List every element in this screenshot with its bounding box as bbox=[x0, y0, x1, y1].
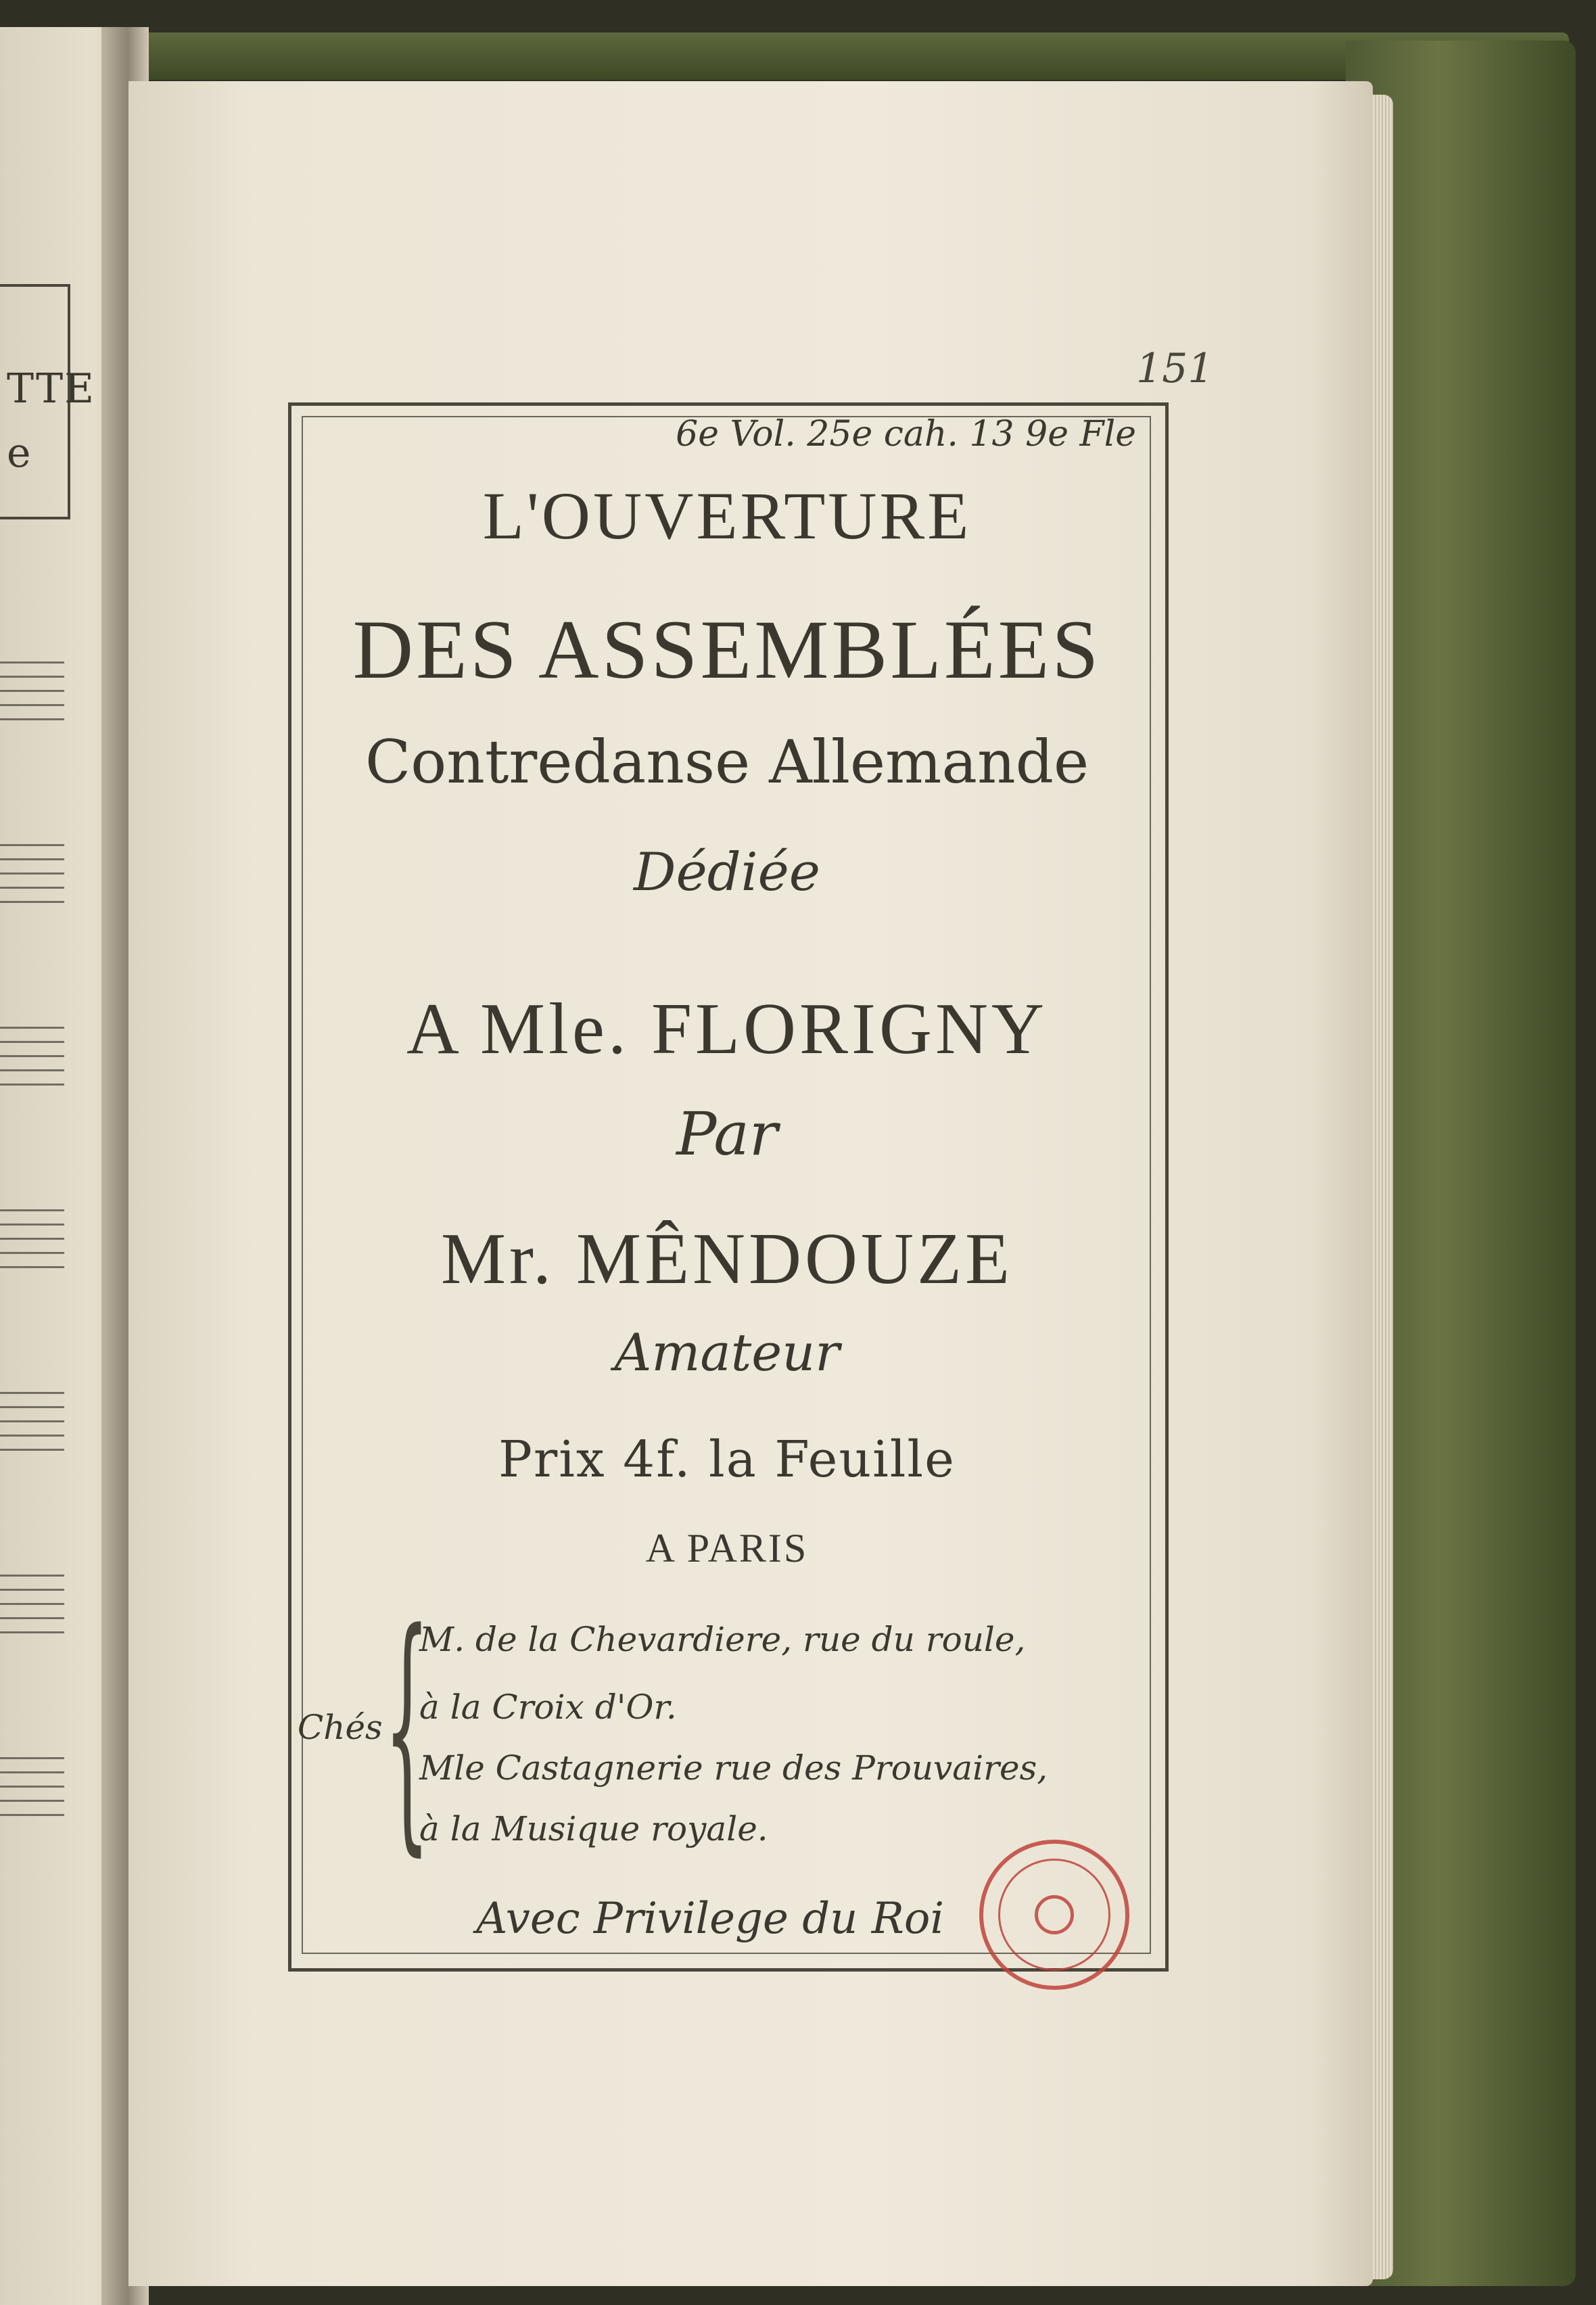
composer-role: Amateur bbox=[614, 1322, 840, 1382]
royal-privilege: Avec Privilege du Roi bbox=[476, 1894, 944, 1944]
city: A PARIS bbox=[645, 1526, 809, 1570]
sellers-label: Chés bbox=[298, 1708, 383, 1747]
music-staff bbox=[0, 1562, 64, 1644]
music-staff bbox=[0, 1745, 64, 1826]
left-page-header-top: TTE bbox=[7, 365, 95, 413]
address-line: à la Musique royale. bbox=[419, 1809, 768, 1848]
music-staff bbox=[0, 1380, 64, 1461]
left-page-header-bottom: e bbox=[7, 429, 32, 477]
library-stamp-icon bbox=[979, 1840, 1129, 1990]
music-staff bbox=[0, 832, 64, 913]
music-staff bbox=[0, 1197, 64, 1278]
dedication-label: Dédiée bbox=[634, 842, 820, 903]
address-line: M. de la Chevardiere, rue du roule, bbox=[419, 1620, 1026, 1659]
music-staff bbox=[0, 1015, 64, 1096]
title-line-2: DES ASSEMBLÉES bbox=[352, 603, 1102, 696]
stamp-center bbox=[1035, 1895, 1074, 1934]
by-label: Par bbox=[676, 1099, 778, 1169]
title-line-1: L'OUVERTURE bbox=[482, 478, 972, 553]
address-line: à la Croix d'Or. bbox=[419, 1687, 677, 1727]
shelfmark: 6e Vol. 25e cah. 13 9e Fle bbox=[676, 414, 1136, 455]
address-line: Mle Castagnerie rue des Prouvaires, bbox=[419, 1748, 1048, 1788]
brace-icon: { bbox=[384, 1578, 430, 1878]
composer: Mr. MÊNDOUZE bbox=[441, 1219, 1013, 1299]
subtitle: Contredanse Allemande bbox=[365, 727, 1089, 797]
folio-number: 151 bbox=[1136, 345, 1214, 392]
music-staff bbox=[0, 649, 64, 730]
price: Prix 4f. la Feuille bbox=[498, 1430, 956, 1489]
dedicatee: A Mle. FLORIGNY bbox=[406, 989, 1048, 1069]
